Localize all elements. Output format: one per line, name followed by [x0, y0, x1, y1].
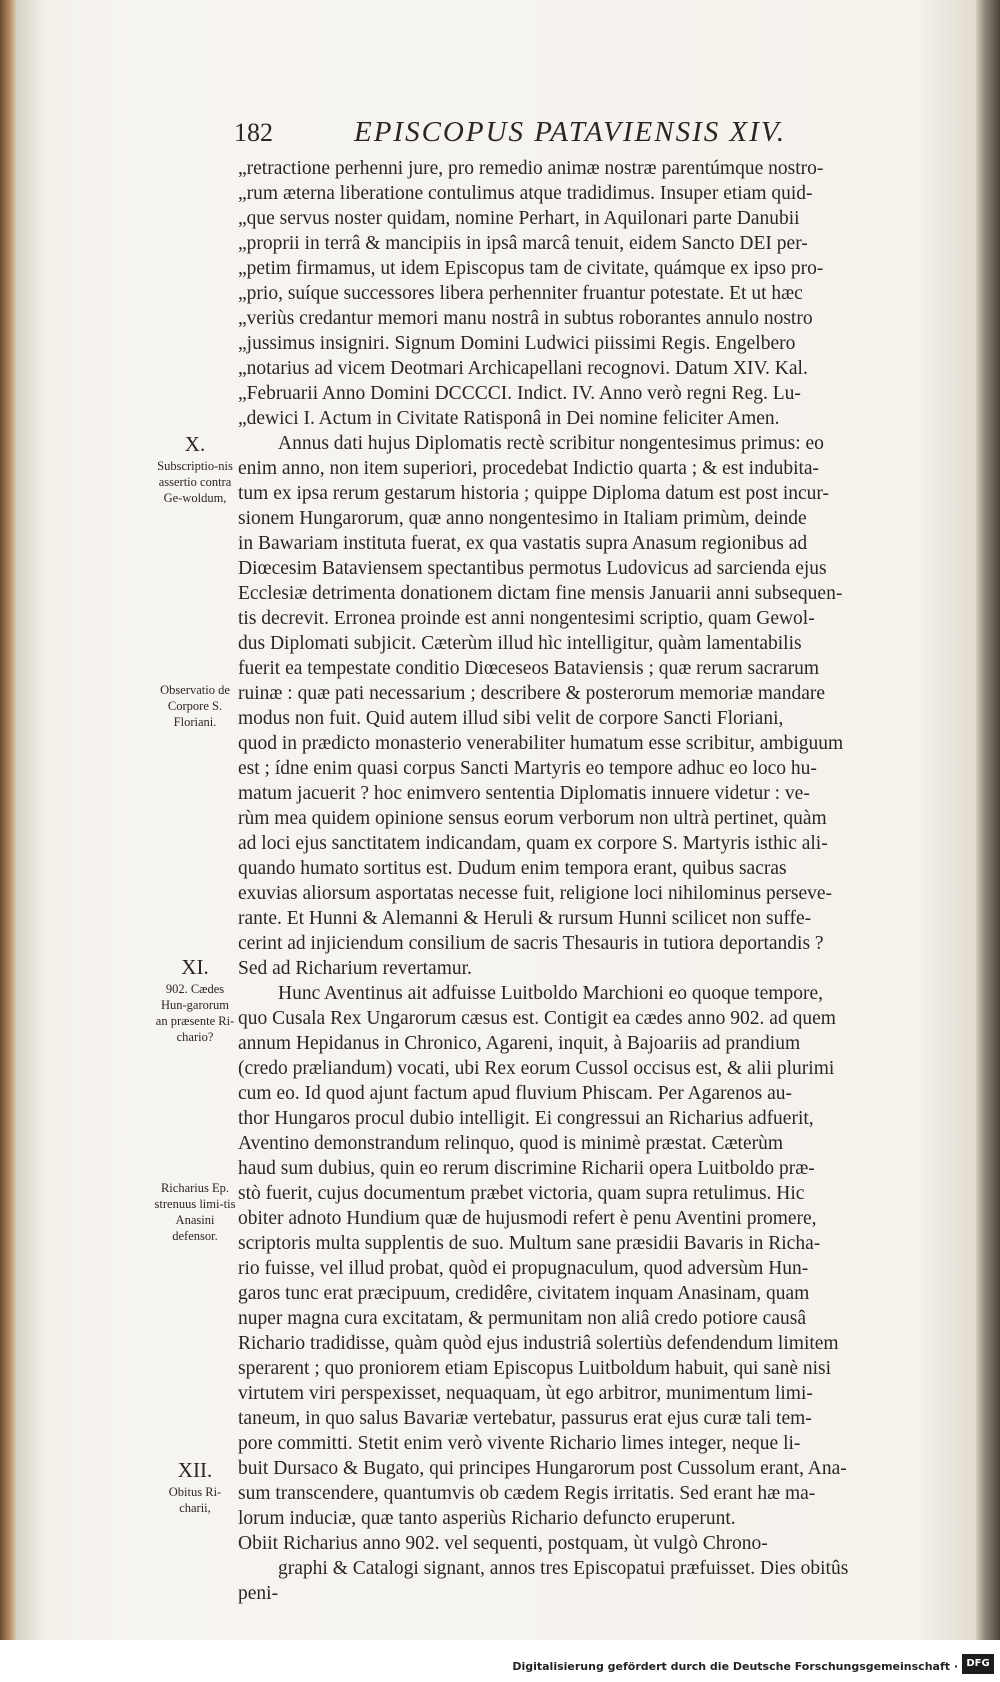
text-line: Diœcesim Bataviensem spectantibus permotus Ludovicus ad sarcienda ejus: [238, 558, 827, 579]
text-line: „jussimus insigniri. Signum Domini Ludwici piissimi Regis. Engelbero: [238, 333, 796, 354]
section-number: X.: [184, 432, 206, 456]
text-line: „dewici I. Actum in Civitate Ratisponâ in Dei nomine feliciter Amen.: [238, 408, 780, 429]
text-line: Ecclesiæ detrimenta donationem dictam fine mensis Januarii anni subsequen-: [238, 583, 843, 604]
text-line: enim anno, non item superiori, procedebat Indictio quarta ; & est indubita-: [238, 458, 820, 479]
catchword: [238, 1606, 960, 1631]
paragraph-start-line: Hunc Aventinus ait adfuisse Luitboldo Marchioni eo quoque tempore,: [278, 983, 823, 1004]
book-page: [16, 0, 976, 1640]
text-line: tis decrevit. Erronea proinde est anni nongentesimi scriptio, quam Gewol-: [238, 608, 815, 629]
text-line: sperarent ; quo proniorem etiam Episcopus Luitboldum habuit, qui sanè nisi: [238, 1358, 832, 1379]
text-line: peni-: [238, 1583, 279, 1604]
text-line: quo Cusala Rex Ungarorum cæsus est. Contigit ea cædes anno 902. ad quem: [238, 1008, 836, 1029]
margin-note-text: Subscriptio-nis assertio contra Ge-woldum,: [157, 459, 233, 505]
text-line: taneum, in quo salus Bavariæ vertebatur, passurus erat ejus curæ tali tem-: [238, 1408, 812, 1429]
text-line: fuerit ea tempestate conditio Diœceseos Bataviensis ; quæ rerum sacrarum: [238, 658, 820, 679]
text-line: Obiit Richarius anno 902. vel sequenti, postquam, ùt vulgò Chrono-: [238, 1533, 768, 1554]
text-line: rùm mea quidem opinione sensus eorum verborum non ultrà pertinet, quàm: [238, 808, 827, 829]
page-number: 182: [234, 118, 273, 147]
text-line: matum jacuerit ? hoc enimvero sententia Diplomatis innuere videtur : ve-: [238, 783, 810, 804]
text-line: „Februarii Anno Domini DCCCCI. Indict. IV. Anno verò regni Reg. Lu-: [238, 383, 801, 404]
text-line: haud sum dubius, quin eo rerum discrimine Richarii opera Luitboldo præ-: [238, 1158, 815, 1179]
text-line: est ; ídne enim quasi corpus Sancti Martyris eo tempore adhuc eo loco hu-: [238, 758, 817, 779]
text-line: in Bawariam instituta fuerat, ex qua vastatis supra Anasum regionibus ad: [238, 533, 808, 554]
text-line: obiter adnoto Hundium quæ de hujusmodi refert è penu Aventini promere,: [238, 1208, 817, 1229]
text-line: „veriùs credantur memori manu nostrâ in subtus roborantes annulo nostro: [238, 308, 813, 329]
text-line: (credo præliandum) vocati, ubi Rex eorum Cussol occisus est, & alii plurimi: [238, 1058, 835, 1079]
paragraph-start-line: Annus dati hujus Diplomatis rectè scribitur nongentesimus primus: eo: [278, 433, 824, 454]
section-number: XI.: [181, 955, 209, 979]
text-line: rio fuisse, vel illud probat, quòd ei propugnaculum, quod adversùm Hun-: [238, 1258, 809, 1279]
text-line: garos tunc erat præcipuum, credidêre, civitatem inquam Anasinam, quam: [238, 1283, 810, 1304]
margin-note-text: Observatio de Corpore S. Floriani.: [160, 683, 230, 729]
text-line: lorum induciæ, quæ tanto asperiùs Richario defuncto eruperunt.: [238, 1508, 736, 1529]
text-line: cerint ad injiciendum consilium de sacris Thesauris in tutiora deportandis ?: [238, 933, 824, 954]
dfg-logo-icon: DFG: [962, 1654, 994, 1674]
margin-note-text: Obitus Ri-charii,: [168, 1485, 222, 1515]
text-line: „notarius ad vicem Deotmari Archicapellani recognovi. Datum XIV. Kal.: [238, 358, 808, 379]
text-line: „que servus noster quidam, nomine Perhart, in Aquilonari parte Danubii: [238, 208, 800, 229]
margin-note-floriani: [154, 682, 236, 730]
text-line: annum Hepidanus in Chronico, Agareni, inquit, à Bajoariis ad prandium: [238, 1033, 801, 1054]
text-line: „petim firmamus, ut idem Episcopus tam de civitate, quámque ex ipso pro-: [238, 258, 824, 279]
text-line: virtutem viri perspexisset, nequaquam, ùt ego arbitror, munimentum limi-: [238, 1383, 813, 1404]
text-line: „retractione perhenni jure, pro remedio animæ nostræ parentúmque nostro-: [238, 158, 824, 179]
text-line: modus non fuit. Quid autem illud sibi velit de corpore Sancti Floriani,: [238, 708, 784, 729]
text-line: Aventino demonstrandum relinquo, quod is minimè præstat. Cæterùm: [238, 1133, 784, 1154]
text-line: buit Dursaco & Bugato, qui principes Hungarorum post Cussolum erant, Ana-: [238, 1458, 847, 1479]
text-line: nuper magna cura excitatam, & permunitam non aliâ credo potiore causâ: [238, 1308, 806, 1329]
text-line: cum eo. Id quod ajunt factum apud fluvium Phiscam. Per Agarenos au-: [238, 1083, 792, 1104]
text-line: quod in prædicto monasterio venerabiliter humatum esse scribitur, ambiguum: [238, 733, 844, 754]
text-line: thor Hungaros procul dubio intelligit. Ei congressui an Richarius adfuerit,: [238, 1108, 814, 1129]
text-line: stò fuerit, cujus documentum præbet victoria, quam supra retulimus. Hic: [238, 1183, 805, 1204]
text-line: pore committi. Stetit enim verò vivente Richario limes integer, neque li-: [238, 1433, 801, 1454]
text-line: „proprii in terrâ & mancipiis in ipsâ marcâ tenuit, eidem Sancto DEI per-: [238, 233, 808, 254]
text-line: tum ex ipsa rerum gestarum historia ; quippe Diploma datum est post incur-: [238, 483, 829, 504]
section-number: XII.: [177, 1458, 213, 1482]
text-line: ad loci ejus sanctitatem indicandam, quam ex corpore S. Martyris isthic ali-: [238, 833, 828, 854]
margin-note-x: [154, 432, 236, 506]
text-line: rante. Et Hunni & Alemanni & Heruli & rursum Hunni scilicet non suffe-: [238, 908, 812, 929]
page-fore-edge: [976, 0, 1000, 1640]
text-line: sum transcendere, quantumvis ob cædem Regis irritatis. Sed erant hæ ma-: [238, 1483, 816, 1504]
margin-note-richarius: [154, 1180, 236, 1244]
text-line: sionem Hungarorum, quæ anno nongentesimo in Italiam primùm, deinde: [238, 508, 807, 529]
margin-note-xii: [154, 1458, 236, 1516]
margin-note-text: 902. Cædes Hun-garorum an præsente Ri-chario?: [155, 982, 235, 1044]
digitization-footer: [0, 1640, 1000, 1682]
margin-note-text: Richarius Ep. strenuus limi-tis Anasini defensor.: [154, 1181, 236, 1243]
text-line: quando humato sortitus est. Dudum enim tempora erant, quibus sacras: [238, 858, 787, 879]
text-line: scriptoris multa supplentis de suo. Multum sane præsidii Bavaris in Richa-: [238, 1233, 821, 1254]
text-line: Richario tradidisse, quàm quòd ejus industriâ solertiùs defendendum limitem: [238, 1333, 839, 1354]
body-text: [238, 156, 960, 1631]
margin-note-xi: [154, 955, 236, 1045]
text-line: dus Diplomati subjicit. Cæterùm illud hìc intelligitur, quàm lamentabilis: [238, 633, 802, 654]
text-line: Sed ad Richarium revertamur.: [238, 958, 472, 979]
paragraph-start-line: graphi & Catalogi signant, annos tres Episcopatui præfuisset. Dies obitûs: [278, 1558, 849, 1579]
text-line: exuvias aliorsum asportatas necesse fuit, religione loci nihilominus perseve-: [238, 883, 833, 904]
text-line: „prio, suíque successores libera perhenniter fruantur potestate. Et ut hæc: [238, 283, 803, 304]
footer-credit: Digitalisierung gefördert durch die Deutsche Forschungsgemeinschaft ·: [512, 1660, 958, 1673]
book-spine-edge: [0, 0, 16, 1640]
text-line: „rum æterna liberatione contulimus atque tradidimus. Insuper etiam quid-: [238, 183, 813, 204]
text-line: ruinæ : quæ pati necessarium ; describere & posterorum memoriæ mandare: [238, 683, 826, 704]
page-title: EPISCOPUS PATAVIENSIS XIV.: [354, 116, 787, 148]
